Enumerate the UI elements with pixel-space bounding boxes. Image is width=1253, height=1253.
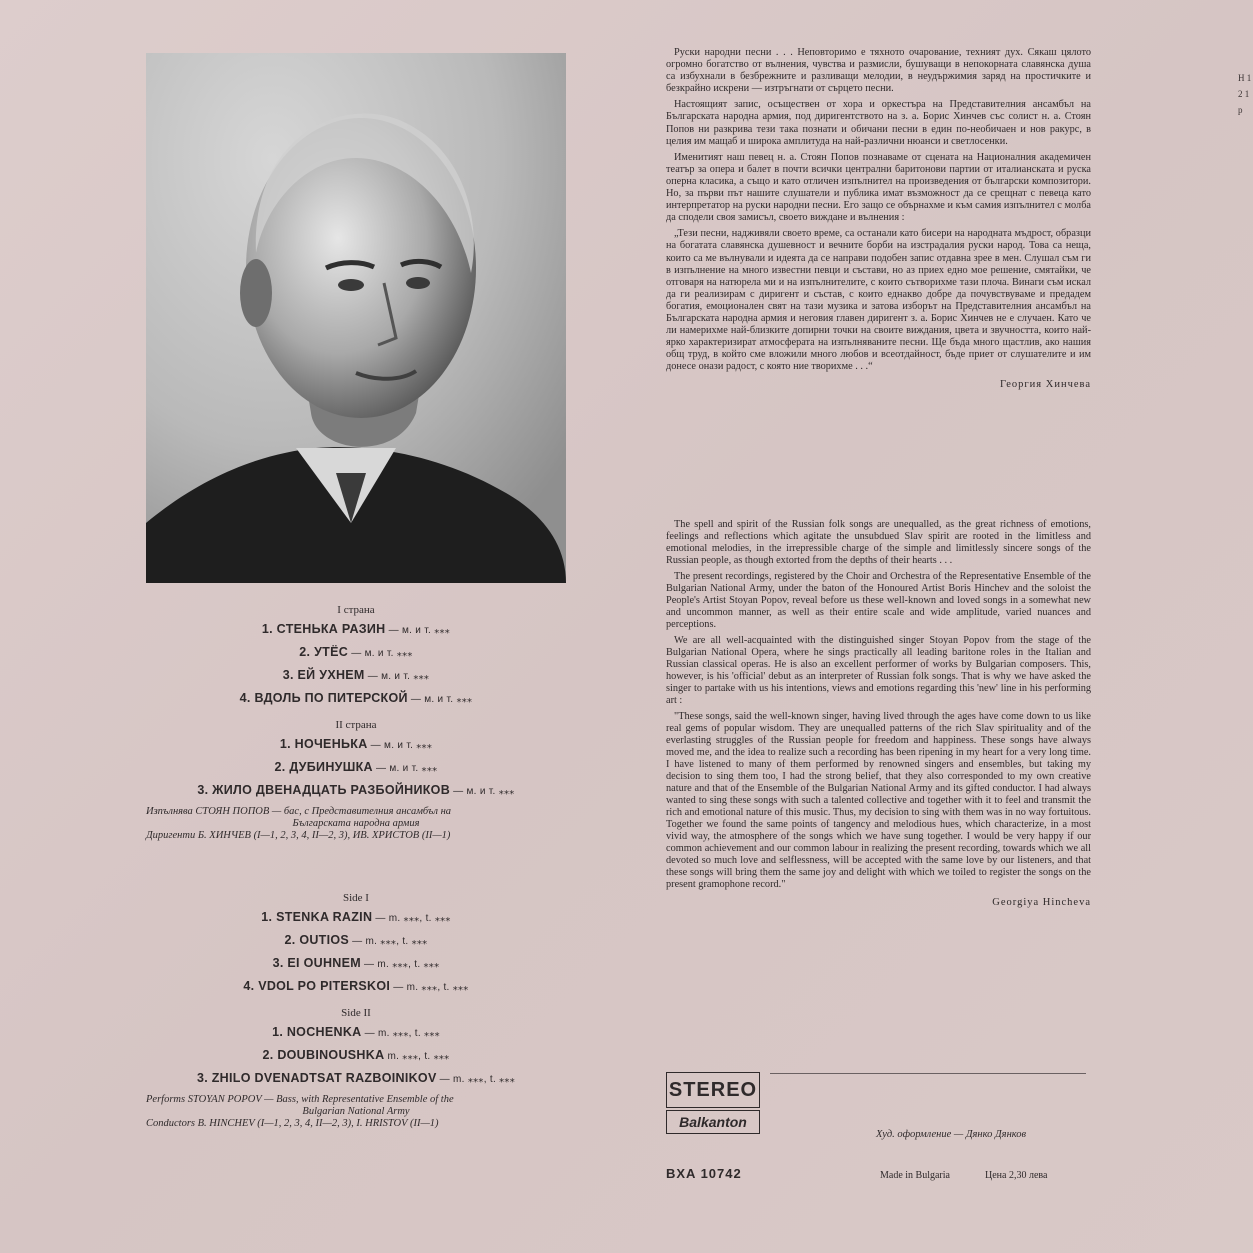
track-en-1-4 xyxy=(146,979,566,993)
track-en-1-2 xyxy=(146,933,566,947)
track-title: 4. ВДОЛЬ ПО ПИТЕРСКОЙ xyxy=(239,691,408,705)
side-1-bg-heading: I страна xyxy=(337,604,375,616)
track-en-2-2 xyxy=(146,1048,566,1062)
track-bg-2-1 xyxy=(146,737,566,751)
track-credit: — m. ⁎⁎⁎, t. ⁎⁎⁎ xyxy=(349,936,428,947)
track-en-2-3 xyxy=(146,1071,566,1085)
performer-bg-line: Българската народна армия xyxy=(292,818,420,829)
performer-en-line: Bulgarian National Army xyxy=(302,1106,410,1117)
tracklist xyxy=(146,600,566,1130)
design-credit: Худ. оформление — Дянко Дянков xyxy=(876,1129,1027,1140)
liner-notes-en xyxy=(666,519,1091,909)
catalog-number: BXA 10742 xyxy=(666,1166,742,1181)
liner-paragraph: The present recordings, registered by the Choir and Orchestra of the Representative Ensemble of the Bulgarian National Army, under the baton of the Honoured Artist Boris Hinchev and the soloist the People's Artist Stoyan Popov, reveal before us these well-known and loved songs in a somewhat new and uncommon manner, as well as their entire scale and wide amplitude, varied nuances and perceptions. xyxy=(666,571,1091,630)
liner-paragraph: Настоящият запис, осъществен от хора и оркестъра на Представителния ансамбъл на Българската народна армия, под диригентството на з. а. Борис Хинчев със солист н. а. Стоян Попов ни разкрива тези така познати и обичани песни в един по-необичаен и нов ракурс, в целия им мащаб и широка амплитуда на най-различни нюанси и светлосенки. xyxy=(666,99,1091,147)
track-credit: — m. ⁎⁎⁎, t. ⁎⁎⁎ xyxy=(390,982,469,993)
track-credit: — м. и т. ⁎⁎⁎ xyxy=(385,625,451,636)
liner-paragraph: The spell and spirit of the Russian folk songs are unequalled, as the great richness of emotions, feelings and reflections which agitate the unsubdued Slav spirit are rooted in the limitless and emotional melodies, in the irrepressible charge of the simple and limitlessly sincere songs of the Russian people, as though extorted from the depths of their hearts . . . xyxy=(666,519,1091,566)
track-title: 2. УТЁС xyxy=(299,645,349,659)
track-credit: — м. и т. ⁎⁎⁎ xyxy=(407,694,473,705)
performer-en-line: Performs STOYAN POPOV — Bass, with Representative Ensemble of the xyxy=(146,1094,454,1105)
track-credit: — m. ⁎⁎⁎, t. ⁎⁎⁎ xyxy=(361,1028,440,1039)
author-signature-en: Georgiya Hincheva xyxy=(992,897,1091,908)
track-bg-2-3 xyxy=(146,783,566,797)
liner-notes-bg xyxy=(666,47,1091,392)
track-en-1-1 xyxy=(146,910,566,924)
track-credit: — m. ⁎⁎⁎, t. ⁎⁎⁎ xyxy=(360,959,440,970)
liner-paragraph: Именитият наш певец н. а. Стоян Попов познаваме от сцената на Националния академичен театър за опера и балет в почти всички централни баритонови партии от италианската и руска оперна класика, а също и като отличен изпълнител на произведения от български композитори. Но, за първи път нашите слушатели и публика имат възможност да се срещнат с певеца като интерпретатор на руски народни песни. Его защо се обърнахме и към самия изпълнител с молба да сподели своя замисъл, своето виждане и вълнения : xyxy=(666,151,1091,224)
conductors-bg-line: Диригенти Б. ХИНЧЕВ (I—1, 2, 3, 4, II—2, 3), ИВ. ХРИСТОВ (II—1) xyxy=(146,830,451,841)
track-en-2-1 xyxy=(146,1025,566,1039)
track-title: 3. EI OUHNEM xyxy=(272,956,361,970)
track-credit: — м. и т. ⁎⁎⁎ xyxy=(450,786,515,797)
author-signature-bg: Георгия Хинчева xyxy=(999,379,1091,391)
side-1-en-heading: Side I xyxy=(343,892,369,904)
stereo-balkanton-logo xyxy=(666,1072,760,1136)
liner-paragraph: Руски народни песни . . . Неповторимо е тяхното очарование, техният дух. Сякаш цялото огромно богатство от вълнения, чувства и размисли, бушуващи в непокорната славянска душа са избухнали в безбрежните и разливащи мелодии, в неудържимия заряд на простичките и безкрайно искрени — изтръгнати от сърцето песни. xyxy=(666,47,1091,95)
track-en-1-3 xyxy=(146,956,566,970)
track-title: 2. DOUBINOUSHKA xyxy=(262,1048,385,1062)
performer-credits-bg xyxy=(146,806,566,842)
edge-text-fragment: Н 1 2 1 р xyxy=(1238,73,1252,115)
made-in-label: Made in Bulgaria xyxy=(880,1170,950,1181)
track-credit: — м. и т. ⁎⁎⁎ xyxy=(367,740,433,751)
track-title: 1. НОЧЕНЬКА xyxy=(279,737,368,751)
track-title: 1. NOCHENKA xyxy=(272,1025,362,1039)
track-title: 3. ЖИЛО ДВЕНАДЦАТЬ РАЗБОЙНИКОВ xyxy=(197,783,451,797)
performer-bg-line: Изпълнява СТОЯН ПОПОВ — бас, с Представителния ансамбъл на xyxy=(146,806,452,817)
track-title: 1. STENKA RAZIN xyxy=(261,910,373,924)
track-title: 3. ЕЙ УХНЕМ xyxy=(282,668,365,682)
portrait-illustration xyxy=(146,53,566,583)
track-credit: m. ⁎⁎⁎, t. ⁎⁎⁎ xyxy=(384,1051,450,1062)
stereo-logo-text: STEREO xyxy=(666,1072,760,1108)
liner-paragraph: „Тези песни, надживяли своето време, са останали като бисери на народната мъдрост, образци на богатата славянска душевност и вечните борби на изстрадалия руски народ. Това са неща, които са ме вълнували и идеята да се направи подобен запис отдавна зрее в мен. Слушал съм ги в изпълнение на много известни певци и състави, но аз приех едно мое решение, смятайки, че отговаря на натюрела ми и на изпълнителите, с които сътворихме тази плоча. Винаги съм искал да ги реализирам с диригент и състав, с които еднакво добре да почувствуваме и предадем богатия, емоционален свят на тази музика и затова изборът на Представителния ансамбъл на Българската народна армия и неговия главен диригент з. а. Борис Хинчев не е случаен. Като че ли намерихме най-близките допирни точки на своите виждания, цвета и звучността, които най-ярко характеризират атмосферата на изпълняваните песни. Ще бъда много щастлив, ако нашия общ труд, в който сме вложили много любов и всеотдайност, бъде приет от слушателите и им донесе онази радост, с която ние творихме . . .“ xyxy=(666,228,1091,373)
performer-credits-en xyxy=(146,1094,566,1130)
track-title: 3. ZHILO DVENADTSAT RAZBOINIKOV xyxy=(196,1071,437,1085)
track-title: 2. ДУБИНУШКА xyxy=(274,760,373,774)
price-label: Цена 2,30 лева xyxy=(985,1170,1048,1181)
side-2-en-heading: Side II xyxy=(341,1007,371,1019)
track-credit: — м. и т. ⁎⁎⁎ xyxy=(364,671,430,682)
track-title: 1. СТЕНЬКА РАЗИН xyxy=(261,622,386,636)
track-credit: — м. и т. ⁎⁎⁎ xyxy=(348,648,413,659)
liner-paragraph: "These songs, said the well-known singer, having lived through the ages have come down to us like real gems of popular wisdom. They are unequalled patterns of the rich Slav spirituality and of the everlasting struggles of the Russian people for freedom and happiness. These songs have always moved me, and the idea to realize such a recording has been ripening in my heart for a very long time. I have listened to many of them performed by renowned singers and ensembles, but taking my decision to sing them too, I had the strong belief, that they also corresponded to my own creative nature and that of the Ensemble of the Bulgarian National Army and its gifted conductor. I had always wanted to sing these songs with such a talented collective and together with it to feel and transmit the rich and emotional nature of this music. Thus, my decision to sing with them was in no way fortuitous. Together we found the same points of tangency and melodious hues, which characterize, in a most vivid way, the atmosphere of the songs which we have sung together. I would be very happy if our common achievement and our common labour in realizing the present recording, towards which we all devoted so much love and selflessness, will be accepted with the same love by our listeners, and that these songs will bring them the same joy and delight with which we toiled to register the songs on the present gramophone record." xyxy=(666,711,1091,890)
side-2-bg-heading: II страна xyxy=(335,719,377,731)
track-bg-1-1 xyxy=(146,622,566,636)
track-bg-2-2 xyxy=(146,760,566,774)
track-title: 4. VDOL PO PITERSKOI xyxy=(243,979,391,993)
track-bg-1-2 xyxy=(146,645,566,659)
conductors-en-line: Conductors B. HINCHEV (I—1, 2, 3, 4, II—2, 3), I. HRISTOV (II—1) xyxy=(146,1118,439,1129)
liner-paragraph: We are all well-acquainted with the distinguished singer Stoyan Popov from the stage of the Bulgarian National Opera, where he sings practically all leading baritone roles in the Italian and Russian classical operas. He is also an excellent performer of works by Bulgarian composers. This, however, is his 'official' debut as an interpreter of Russian folk songs. That is why we have asked the singer to partake with us his intentions, views and emotions regarding this 'new' line in his performing art : xyxy=(666,635,1091,706)
balkanton-logo-text: Balkanton xyxy=(666,1110,760,1134)
portrait-photo xyxy=(146,53,566,583)
track-title: 2. OUTIOS xyxy=(284,933,350,947)
track-credit: — м. и т. ⁎⁎⁎ xyxy=(372,763,438,774)
track-bg-1-3 xyxy=(146,668,566,682)
divider-line xyxy=(770,1073,1086,1074)
track-credit: — m. ⁎⁎⁎, t. ⁎⁎⁎ xyxy=(436,1074,516,1085)
track-credit: — m. ⁎⁎⁎, t. ⁎⁎⁎ xyxy=(372,913,451,924)
track-bg-1-4 xyxy=(146,691,566,705)
